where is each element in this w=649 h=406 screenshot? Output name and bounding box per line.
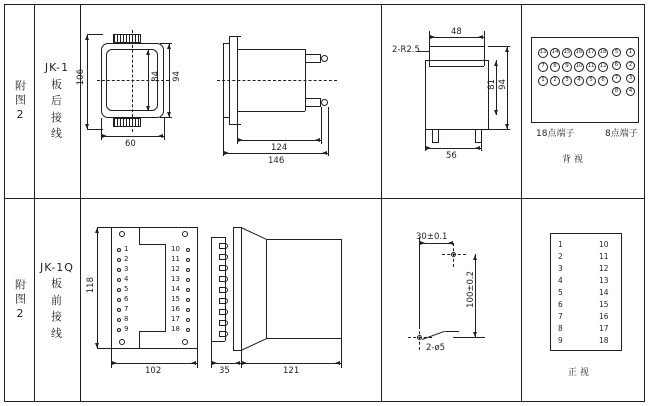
dim-124-text: 124 — [271, 143, 288, 153]
q-lug-4 — [219, 276, 228, 282]
front-top-tab-hatch — [114, 35, 140, 42]
dim-106-ext-top — [87, 34, 103, 35]
grid-vline-4 — [521, 5, 522, 401]
wiring-row2-l4: 线 — [51, 326, 63, 340]
cut-inner-v-r — [484, 60, 485, 66]
cut-shoulder — [425, 60, 488, 61]
wiring-row1-l1: 板 — [51, 77, 63, 91]
figure-label-row2 — [5, 199, 34, 403]
terminal-11: 11 — [586, 62, 596, 72]
dim-94b-arrow-b — [505, 124, 509, 129]
dim-102-line — [111, 363, 197, 364]
cut-left-edge — [425, 60, 426, 130]
dim-56-text: 56 — [446, 151, 457, 161]
dim-81-text: 81 — [487, 79, 497, 90]
q-term-l-9: 9 — [558, 336, 563, 345]
q-lug-1 — [219, 243, 228, 249]
q-pin-7: 7 — [124, 305, 129, 313]
q-body-left — [266, 239, 267, 339]
q-lug-6 — [219, 298, 228, 304]
q-pin-dot-8 — [117, 318, 121, 322]
caption-18-terminals: 18点端子 — [536, 129, 575, 139]
terminal8-6: 6 — [612, 61, 621, 70]
q-pin-13: 13 — [171, 275, 180, 283]
q-side-flange-l — [233, 227, 234, 351]
dim-118-text: 118 — [86, 277, 96, 294]
dim-56-arrow-r — [475, 146, 480, 150]
q-pin-dot-4 — [117, 278, 121, 282]
q-pin-dot-11 — [186, 258, 190, 262]
terminal-4: 4 — [574, 76, 584, 86]
dim-100-arrow-t — [473, 255, 477, 260]
q-side-term-top — [211, 237, 225, 238]
q-pin-17: 17 — [171, 315, 180, 323]
wiring-row2-l1: 板 — [51, 277, 63, 291]
q-pin-dot-18 — [186, 328, 190, 332]
q-hole-bot-right — [182, 339, 188, 345]
grid-vline-2 — [80, 5, 81, 401]
dim-60-ext-r — [164, 118, 165, 140]
q-pin-dot-5 — [117, 288, 121, 292]
dim-94b-ext-b — [488, 129, 510, 130]
dim-84-arrow-bot — [146, 106, 150, 111]
q-pin-9: 9 — [124, 325, 129, 333]
dim-124-arrow-l — [238, 138, 243, 142]
dim-81-arrow-t — [494, 61, 498, 66]
q-front-right — [197, 227, 198, 349]
cut-inner-v-l — [429, 60, 430, 66]
q-pin-dot-14 — [186, 288, 190, 292]
dim-118-line — [97, 227, 98, 349]
dim-94-text: 94 — [172, 71, 182, 82]
q-pin-dot-12 — [186, 268, 190, 272]
q-pin-dot-17 — [186, 318, 190, 322]
q-pin-dot-3 — [117, 268, 121, 272]
dim-84-arrow-top — [146, 50, 150, 55]
dim-102-arrow-l — [112, 361, 117, 365]
dim-48-ext-l — [429, 31, 430, 47]
terminal8-5: 5 — [612, 48, 621, 57]
terminal-7: 7 — [538, 62, 548, 72]
q-side-term-bot — [211, 341, 225, 342]
q-pin-dot-2 — [117, 258, 121, 262]
model-name-row1: JK-1 — [44, 61, 70, 75]
q-term-l-4: 4 — [558, 276, 563, 285]
drill-hole-top-cv — [453, 243, 454, 267]
figure-label-row1-text: 附图2 — [13, 79, 27, 124]
dim-106-arrow-bot — [85, 124, 89, 129]
dim-84-text: 84 — [151, 71, 161, 82]
terminal-15: 15 — [562, 48, 572, 58]
q-pin-dot-1 — [117, 248, 121, 252]
dim-94-line — [169, 43, 170, 118]
wiring-row2-l3: 接 — [51, 310, 63, 324]
q-pin-4: 4 — [124, 275, 129, 283]
sheet-frame — [4, 4, 645, 402]
terminal-13: 13 — [538, 48, 548, 58]
cut-foot-left-end — [432, 142, 438, 143]
dim-30-arrow-r — [448, 241, 453, 245]
hole-note-text: 2-ø5 — [426, 343, 446, 353]
drill-hole-bot-cv — [419, 326, 420, 350]
q-term-r-17: 17 — [599, 324, 609, 333]
dim-121-arrow-r — [335, 361, 340, 365]
terminal-18: 18 — [598, 48, 608, 58]
front-centerline-v — [132, 30, 133, 132]
q-pin-6: 6 — [124, 295, 129, 303]
dim-94-ext-bot — [160, 117, 172, 118]
terminal-12: 12 — [598, 62, 608, 72]
terminal-10: 10 — [574, 62, 584, 72]
q-body-right — [341, 239, 342, 339]
terminal8-3: 3 — [626, 74, 635, 83]
dim-35-arrow-l — [212, 361, 217, 365]
q-lug-9 — [219, 331, 228, 337]
cut-foot-right — [475, 129, 476, 143]
q-pin-5: 5 — [124, 285, 129, 293]
caption-rear-view: 背 视 — [562, 155, 583, 165]
dim-124-ext-r — [321, 107, 322, 144]
dim-106-arrow-top — [85, 35, 89, 40]
q-pin-14: 14 — [171, 285, 180, 293]
terminal8-2: 2 — [626, 61, 635, 70]
q-pin-16: 16 — [171, 305, 180, 313]
cut-bottom-edge — [425, 129, 488, 130]
q-front-bottom — [111, 348, 197, 349]
dim-102-ext-r — [197, 348, 198, 368]
dim-102-arrow-r — [191, 361, 196, 365]
q-side-term-left — [211, 237, 212, 341]
q-term-r-16: 16 — [599, 312, 609, 321]
q-term-l-6: 6 — [558, 300, 563, 309]
dim-60-line — [101, 136, 164, 137]
q-body-bot — [266, 338, 341, 339]
side-stud-bot-cap — [321, 99, 328, 106]
q-front-top — [111, 227, 197, 228]
q-pin-dot-16 — [186, 308, 190, 312]
q-term-l-8: 8 — [558, 324, 563, 333]
q-term-l-3: 3 — [558, 264, 563, 273]
q-term-r-15: 15 — [599, 300, 609, 309]
side-stud-top-cap — [321, 55, 328, 62]
side-body-corner-t — [237, 36, 241, 37]
q-pin-dot-7 — [117, 308, 121, 312]
q-hole-bot — [119, 339, 125, 345]
cut-right-edge — [488, 60, 489, 130]
q-taper-bottom — [241, 338, 267, 351]
dim-121-line — [241, 363, 341, 364]
dim-118-arrow-b — [95, 343, 99, 348]
r25-text: 2-R2.5 — [392, 45, 420, 55]
q-lug-7 — [219, 309, 228, 315]
cut-right-top — [484, 46, 485, 60]
dim-146-ext-r — [328, 107, 329, 156]
figure-label-row2-text: 附图2 — [13, 279, 27, 323]
terminal8-1: 1 — [626, 48, 635, 57]
q-step-c — [165, 244, 166, 332]
q-side-flange-bot — [233, 350, 241, 351]
q-taper-top — [241, 227, 267, 240]
q-pin-dot-9 — [117, 328, 121, 332]
dim-118-arrow-t — [95, 228, 99, 233]
dim-94-arrow-bot — [167, 112, 171, 117]
dim-56-arrow-l — [426, 146, 431, 150]
dim-30-ext-l — [419, 237, 420, 327]
dim-100-arrow-b — [473, 332, 477, 337]
model-name-row2: JK-1Q — [40, 260, 74, 274]
dim-121-ext-r — [341, 339, 342, 368]
terminal-14: 14 — [550, 48, 560, 58]
dim-56-line — [425, 148, 481, 149]
q-pin-15: 15 — [171, 295, 180, 303]
q-pin-18: 18 — [171, 325, 180, 333]
terminal8-7: 7 — [612, 74, 621, 83]
grid-vline-3 — [381, 5, 382, 401]
side-body-top — [237, 49, 305, 50]
dim-106-text: 106 — [76, 69, 86, 86]
dim-56-ext-r — [481, 142, 482, 151]
wiring-row2-l2: 前 — [51, 293, 63, 307]
q-term-r-11: 11 — [599, 252, 609, 261]
dim-48-line — [429, 37, 484, 38]
q-pin-dot-10 — [186, 248, 190, 252]
dim-106-line — [87, 34, 88, 130]
q-pin-8: 8 — [124, 315, 129, 323]
dim-146-arrow-r — [322, 151, 327, 155]
dim-35-ext-r — [241, 350, 242, 368]
q-pin-dot-6 — [117, 298, 121, 302]
terminal-1: 1 — [538, 76, 548, 86]
q-term-l-2: 2 — [558, 252, 563, 261]
dim-121-arrow-l — [242, 361, 247, 365]
q-pin-1: 1 — [124, 245, 129, 253]
q-pin-dot-15 — [186, 298, 190, 302]
q-lug-8 — [219, 320, 228, 326]
caption-front-view: 正 视 — [568, 368, 589, 378]
q-term-l-5: 5 — [558, 288, 563, 297]
q-pin-11: 11 — [171, 255, 180, 263]
q-lug-5 — [219, 287, 228, 293]
q-pin-12: 12 — [171, 265, 180, 273]
terminal-9: 9 — [562, 62, 572, 72]
dim-48-text: 48 — [451, 27, 462, 37]
cut-top-edge — [429, 46, 484, 47]
q-hole-top — [119, 231, 125, 237]
q-step-a — [139, 227, 140, 245]
q-term-r-12: 12 — [599, 264, 609, 273]
hole-leader-h — [445, 331, 459, 332]
dim-60-arrow-l — [102, 134, 107, 138]
dim-35-text: 35 — [219, 366, 230, 376]
dim-30-text: 30±0.1 — [416, 232, 448, 242]
grid-hline-mid — [5, 198, 644, 199]
q-front-left — [111, 227, 112, 349]
dim-84-line — [148, 49, 149, 111]
dim-124-arrow-r — [315, 138, 320, 142]
dim-124-line — [237, 140, 321, 141]
hole-leader — [422, 331, 445, 340]
side-flange-bot — [229, 124, 237, 125]
terminal-6: 6 — [598, 76, 608, 86]
q-term-l-1: 1 — [558, 240, 563, 249]
dim-102-ext-l — [111, 348, 112, 368]
q-step-b — [139, 244, 165, 245]
dim-102-text: 102 — [145, 366, 162, 376]
dim-121-text: 121 — [283, 366, 300, 376]
q-term-r-13: 13 — [599, 276, 609, 285]
model-label-row1 — [34, 5, 80, 198]
q-term-r-14: 14 — [599, 288, 609, 297]
cut-foot-right2 — [481, 129, 482, 143]
terminal-5: 5 — [586, 76, 596, 86]
terminal8-8: 8 — [612, 87, 621, 96]
q-pin-2: 2 — [124, 255, 129, 263]
q-term-l-7: 7 — [558, 312, 563, 321]
dim-146-line — [223, 153, 328, 154]
q-hole-top-right — [182, 231, 188, 237]
q-pin-dot-13 — [186, 278, 190, 282]
q-pin-10: 10 — [171, 245, 180, 253]
dim-100-text: 100±0.2 — [466, 271, 476, 308]
q-side-flange-r — [241, 227, 242, 351]
wiring-row1-l2: 后 — [51, 94, 63, 108]
dim-60-text: 60 — [125, 139, 136, 149]
terminal-8: 8 — [550, 62, 560, 72]
terminal-3: 3 — [562, 76, 572, 86]
dim-48-ext-r — [484, 31, 485, 47]
drill-hole-top-ch — [442, 254, 466, 255]
wiring-row1-l3: 接 — [51, 110, 63, 124]
q-lug-3 — [219, 265, 228, 271]
figure-label-row1 — [5, 5, 34, 198]
dim-48-arrow-l — [430, 35, 435, 39]
dim-35-arrow-r — [235, 361, 240, 365]
dim-60-arrow-r — [158, 134, 163, 138]
side-stud-top — [305, 54, 321, 63]
front-bottom-tab-hatch — [114, 119, 140, 126]
side-stud-bottom — [305, 98, 321, 107]
dim-100-ext-b — [453, 337, 485, 338]
wiring-row1-l4: 线 — [51, 127, 63, 141]
model-label-row2 — [34, 199, 80, 403]
cut-inner-line-1 — [429, 66, 484, 67]
terminal8-4: 4 — [626, 87, 635, 96]
side-body-bot — [237, 111, 305, 112]
dim-146-text: 146 — [268, 156, 285, 166]
dim-94b-text: 94 — [498, 79, 508, 90]
q-body-top — [266, 239, 341, 240]
cut-left-top — [429, 46, 430, 60]
caption-8-terminals: 8点端子 — [605, 129, 638, 139]
q-lug-2 — [219, 254, 228, 260]
dim-48-arrow-r — [478, 35, 483, 39]
dim-81-arrow-b — [494, 110, 498, 115]
cut-foot-left2 — [438, 129, 439, 143]
q-term-r-10: 10 — [599, 240, 609, 249]
terminal-17: 17 — [586, 48, 596, 58]
terminal-2: 2 — [550, 76, 560, 86]
side-centerline — [217, 80, 337, 81]
dim-94-arrow-top — [167, 44, 171, 49]
dim-118-ext-t — [97, 227, 111, 228]
q-pin-3: 3 — [124, 265, 129, 273]
q-step-e — [139, 331, 140, 349]
q-term-r-18: 18 — [599, 336, 609, 345]
dim-118-ext-b — [97, 348, 111, 349]
cut-foot-left — [432, 129, 433, 143]
q-step-d — [139, 331, 165, 332]
dim-146-arrow-l — [224, 151, 229, 155]
terminal-16: 16 — [574, 48, 584, 58]
side-flange-top — [229, 36, 237, 37]
dim-94b-arrow-t — [505, 47, 509, 52]
